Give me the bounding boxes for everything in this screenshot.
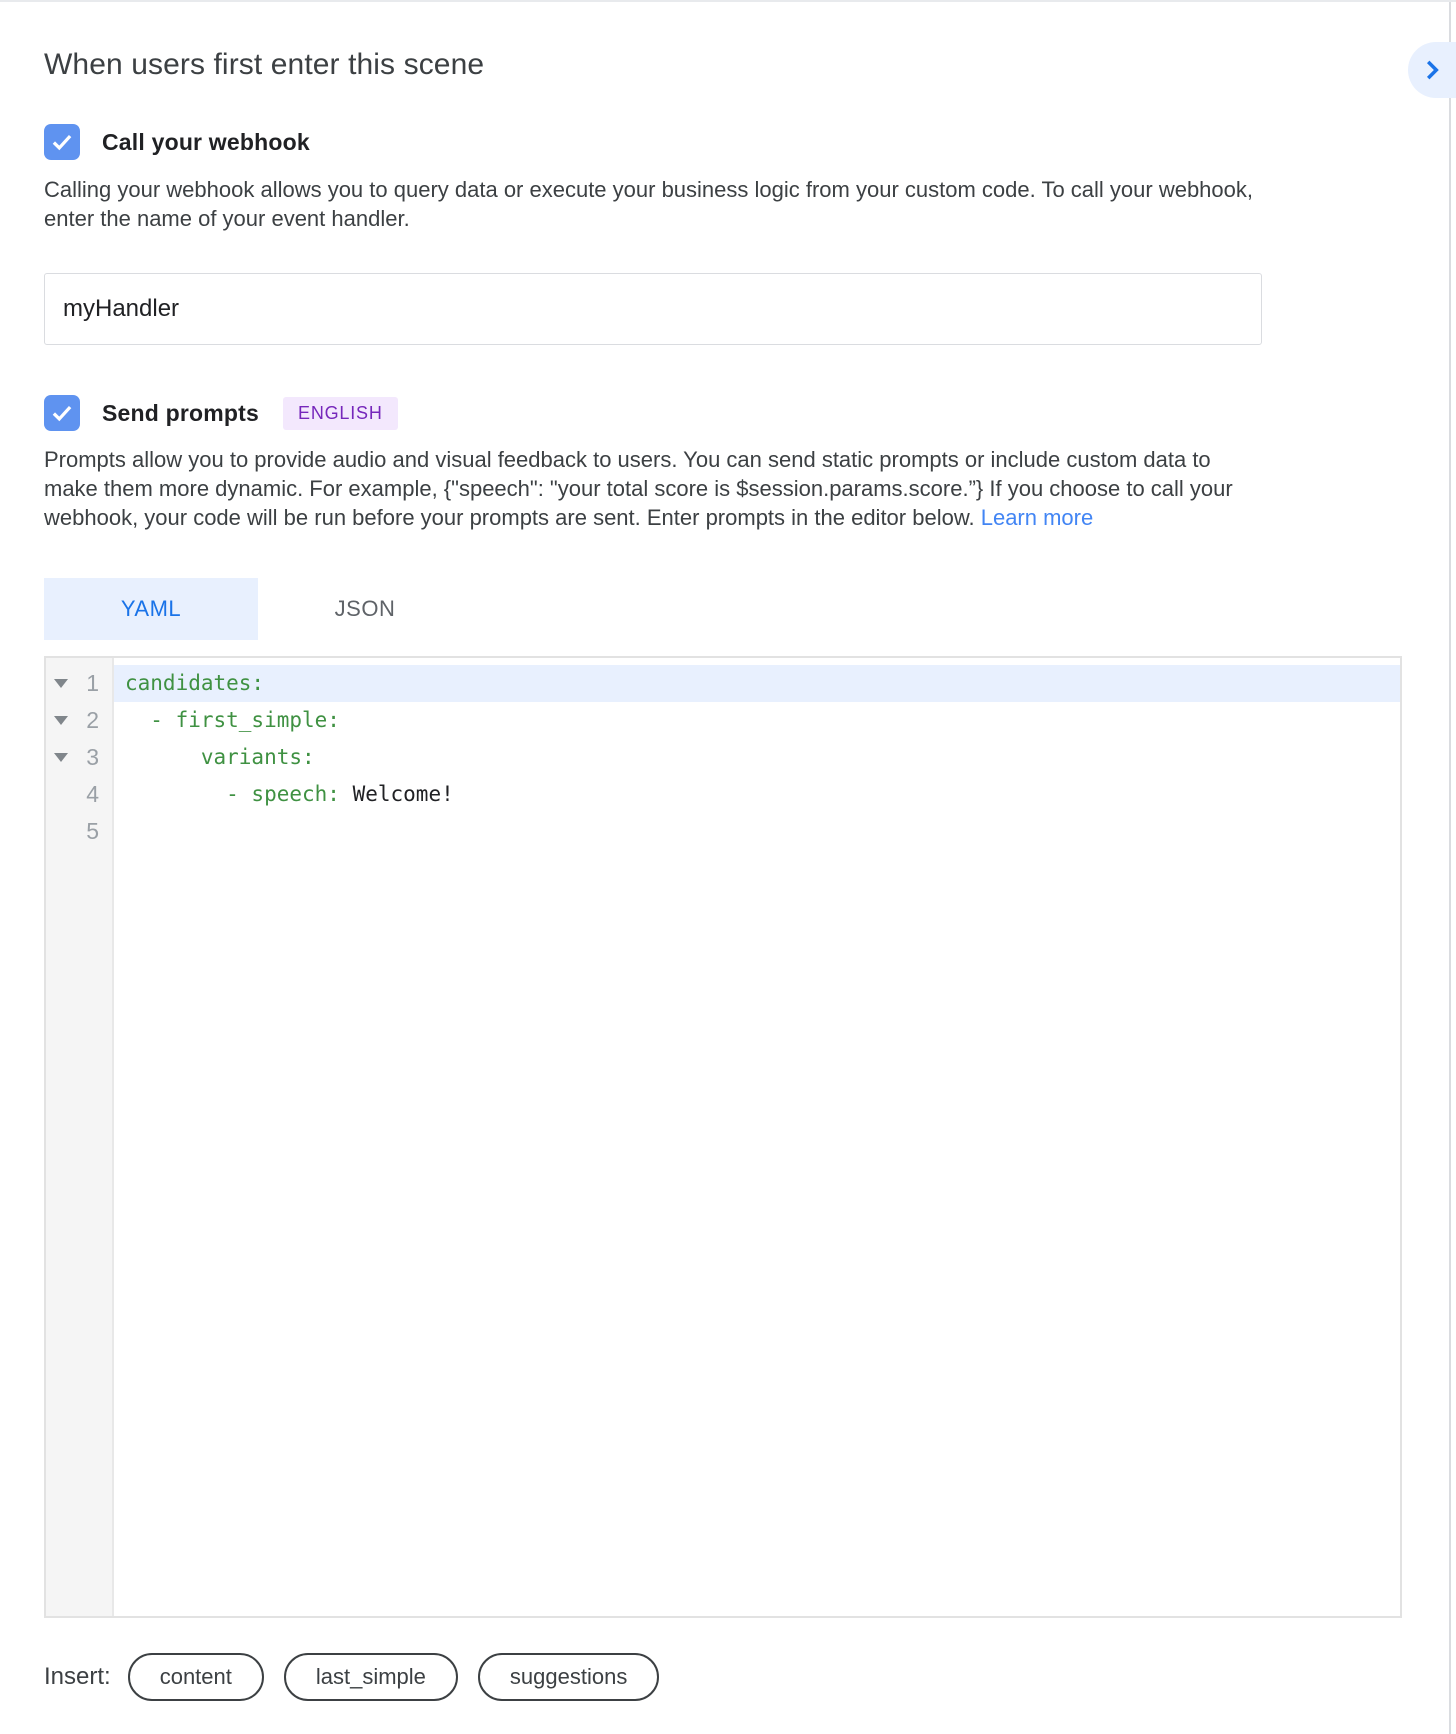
prompts-label: Send prompts — [102, 399, 260, 426]
yaml-key: variants: — [125, 745, 315, 769]
fold-arrow-icon[interactable] — [54, 716, 68, 725]
fold-arrow-icon[interactable] — [54, 753, 68, 762]
line-number: 2 — [86, 707, 99, 733]
code-area[interactable] — [114, 658, 1400, 1616]
checkmark-icon — [49, 129, 75, 155]
prompt-code-editor[interactable] — [44, 656, 1402, 1618]
gutter-row — [46, 702, 112, 739]
gutter-row — [46, 665, 112, 702]
insert-chip-suggestions[interactable]: suggestions — [478, 1653, 659, 1701]
tab-json[interactable]: JSON — [258, 578, 472, 640]
tab-yaml[interactable]: YAML — [44, 578, 258, 640]
insert-chip-last-simple[interactable]: last_simple — [284, 1653, 458, 1701]
format-tabs — [44, 578, 1456, 640]
code-line[interactable] — [114, 813, 1400, 850]
webhook-checkbox[interactable] — [44, 124, 80, 160]
code-line[interactable] — [114, 665, 1400, 702]
insert-row — [44, 1653, 1456, 1701]
line-number: 1 — [86, 670, 99, 696]
webhook-description: Calling your webhook allows you to query data or execute your business logic from your custom code. To call your webhook, enter the name of your event handler. — [44, 177, 1254, 231]
learn-more-link[interactable]: Learn more — [980, 505, 1094, 530]
chevron-right-icon — [1419, 57, 1445, 83]
collapse-panel-button[interactable] — [1408, 42, 1456, 98]
page-title: When users first enter this scene — [44, 48, 485, 81]
fold-arrow-icon[interactable] — [54, 679, 68, 688]
checkmark-icon — [49, 400, 75, 426]
line-number: 4 — [86, 781, 99, 807]
panel-right-border — [1449, 2, 1451, 1734]
event-handler-input[interactable] — [44, 273, 1262, 345]
prompts-checkbox[interactable] — [44, 395, 80, 431]
code-line[interactable] — [114, 776, 1400, 813]
editor-gutter — [46, 658, 114, 1616]
prompts-description-text: Prompts allow you to provide audio and visual feedback to users. You can send static prompts or include custom data to make them more dynamic. For example, {"speech": "your total score is $session.params.score.”} If you choose to call your webhook, your code will be run before your prompts are sent. Enter prompts in the editor below. — [44, 447, 1233, 530]
line-number: 5 — [86, 818, 99, 844]
gutter-row — [46, 813, 112, 850]
webhook-label: Call your webhook — [102, 128, 310, 155]
yaml-key: - speech: — [125, 782, 340, 806]
webhook-checkbox-row — [44, 124, 1456, 160]
gutter-row — [46, 776, 112, 813]
prompts-checkbox-row — [44, 395, 1456, 431]
insert-label: Insert: — [44, 1663, 111, 1690]
code-line[interactable] — [114, 739, 1400, 776]
insert-chip-content[interactable]: content — [128, 1653, 264, 1701]
yaml-value: Welcome! — [339, 782, 454, 806]
line-number: 3 — [86, 744, 99, 770]
gutter-row — [46, 739, 112, 776]
yaml-key: candidates: — [125, 671, 265, 695]
yaml-key: - first_simple: — [125, 708, 340, 732]
prompts-description — [44, 445, 1268, 532]
language-badge: ENGLISH — [283, 397, 398, 430]
code-line[interactable] — [114, 702, 1400, 739]
